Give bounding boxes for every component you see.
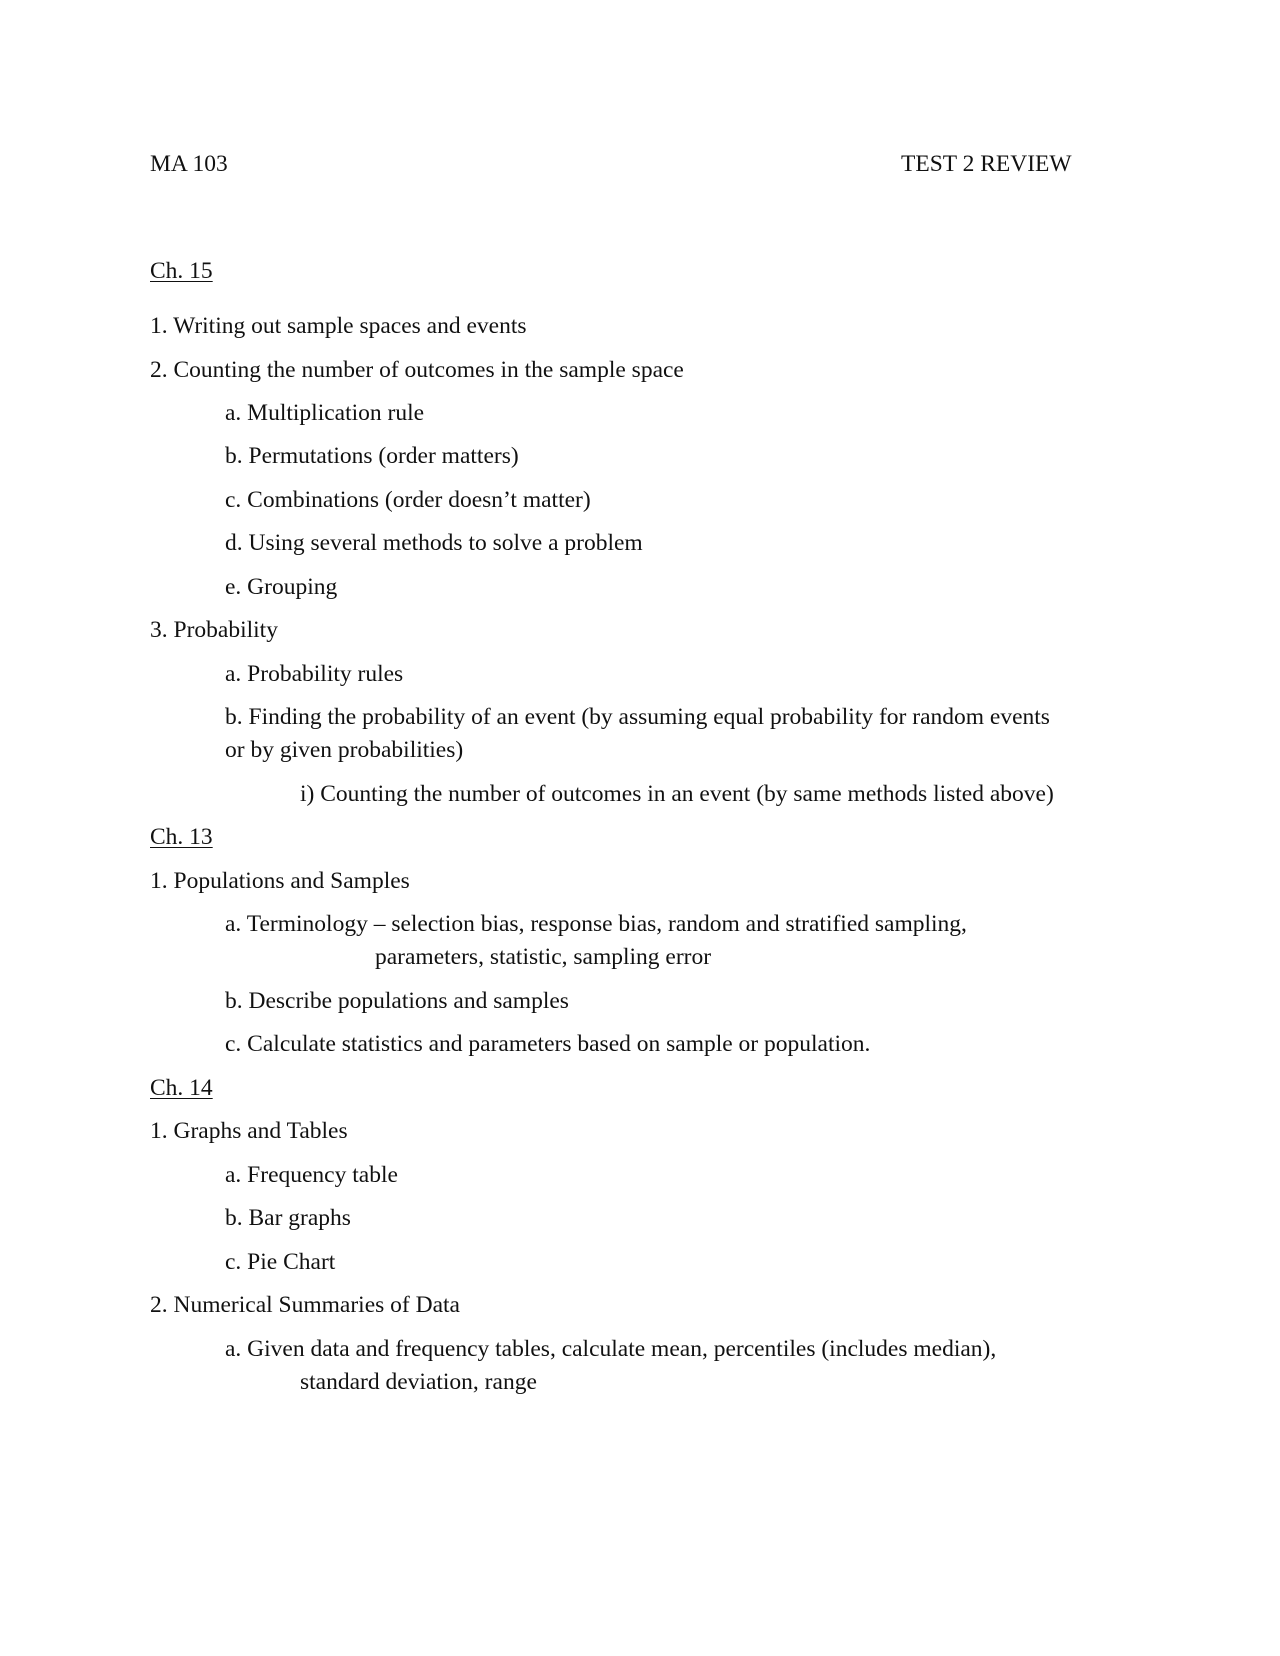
ch15-item-3b-i: i) Counting the number of outcomes in an event (by same methods listed above) — [300, 781, 1054, 807]
ch15-item-1: 1. Writing out sample spaces and events — [150, 313, 527, 339]
ch14-item-1b: b. Bar graphs — [225, 1205, 351, 1231]
document-title: TEST 2 REVIEW — [901, 151, 1072, 177]
ch14-item-2a-line2: standard deviation, range — [300, 1369, 537, 1395]
ch15-item-3b-line2: or by given probabilities) — [225, 737, 464, 763]
ch15-item-2: 2. Counting the number of outcomes in the sample space — [150, 357, 684, 383]
ch14-item-1a: a. Frequency table — [225, 1162, 398, 1188]
chapter-15-heading: Ch. 15 — [150, 258, 213, 284]
ch15-item-3b-line1: b. Finding the probability of an event (by assuming equal probability for random events — [225, 704, 1050, 730]
ch14-item-1c: c. Pie Chart — [225, 1249, 336, 1275]
ch13-item-1c: c. Calculate statistics and parameters based on sample or population. — [225, 1031, 871, 1057]
course-name: MA 103 — [150, 151, 228, 177]
ch15-item-2d: d. Using several methods to solve a problem — [225, 530, 643, 556]
ch14-item-2a-line1: a. Given data and frequency tables, calculate mean, percentiles (includes median), — [225, 1336, 997, 1362]
ch14-item-1: 1. Graphs and Tables — [150, 1118, 348, 1144]
ch15-item-2c: c. Combinations (order doesn’t matter) — [225, 487, 591, 513]
ch13-item-1: 1. Populations and Samples — [150, 868, 410, 894]
ch15-item-3: 3. Probability — [150, 617, 278, 643]
ch13-item-1b: b. Describe populations and samples — [225, 988, 569, 1014]
ch13-item-1a-line1: a. Terminology – selection bias, response bias, random and stratified sampling, — [225, 911, 967, 937]
ch15-item-2a: a. Multiplication rule — [225, 400, 425, 426]
ch14-item-2: 2. Numerical Summaries of Data — [150, 1292, 460, 1318]
chapter-14-heading: Ch. 14 — [150, 1075, 213, 1101]
chapter-13-heading: Ch. 13 — [150, 824, 213, 850]
ch15-item-2b: b. Permutations (order matters) — [225, 443, 519, 469]
ch13-item-1a-line2: parameters, statistic, sampling error — [375, 944, 712, 970]
ch15-item-2e: e. Grouping — [225, 574, 338, 600]
ch15-item-3a: a. Probability rules — [225, 661, 404, 687]
